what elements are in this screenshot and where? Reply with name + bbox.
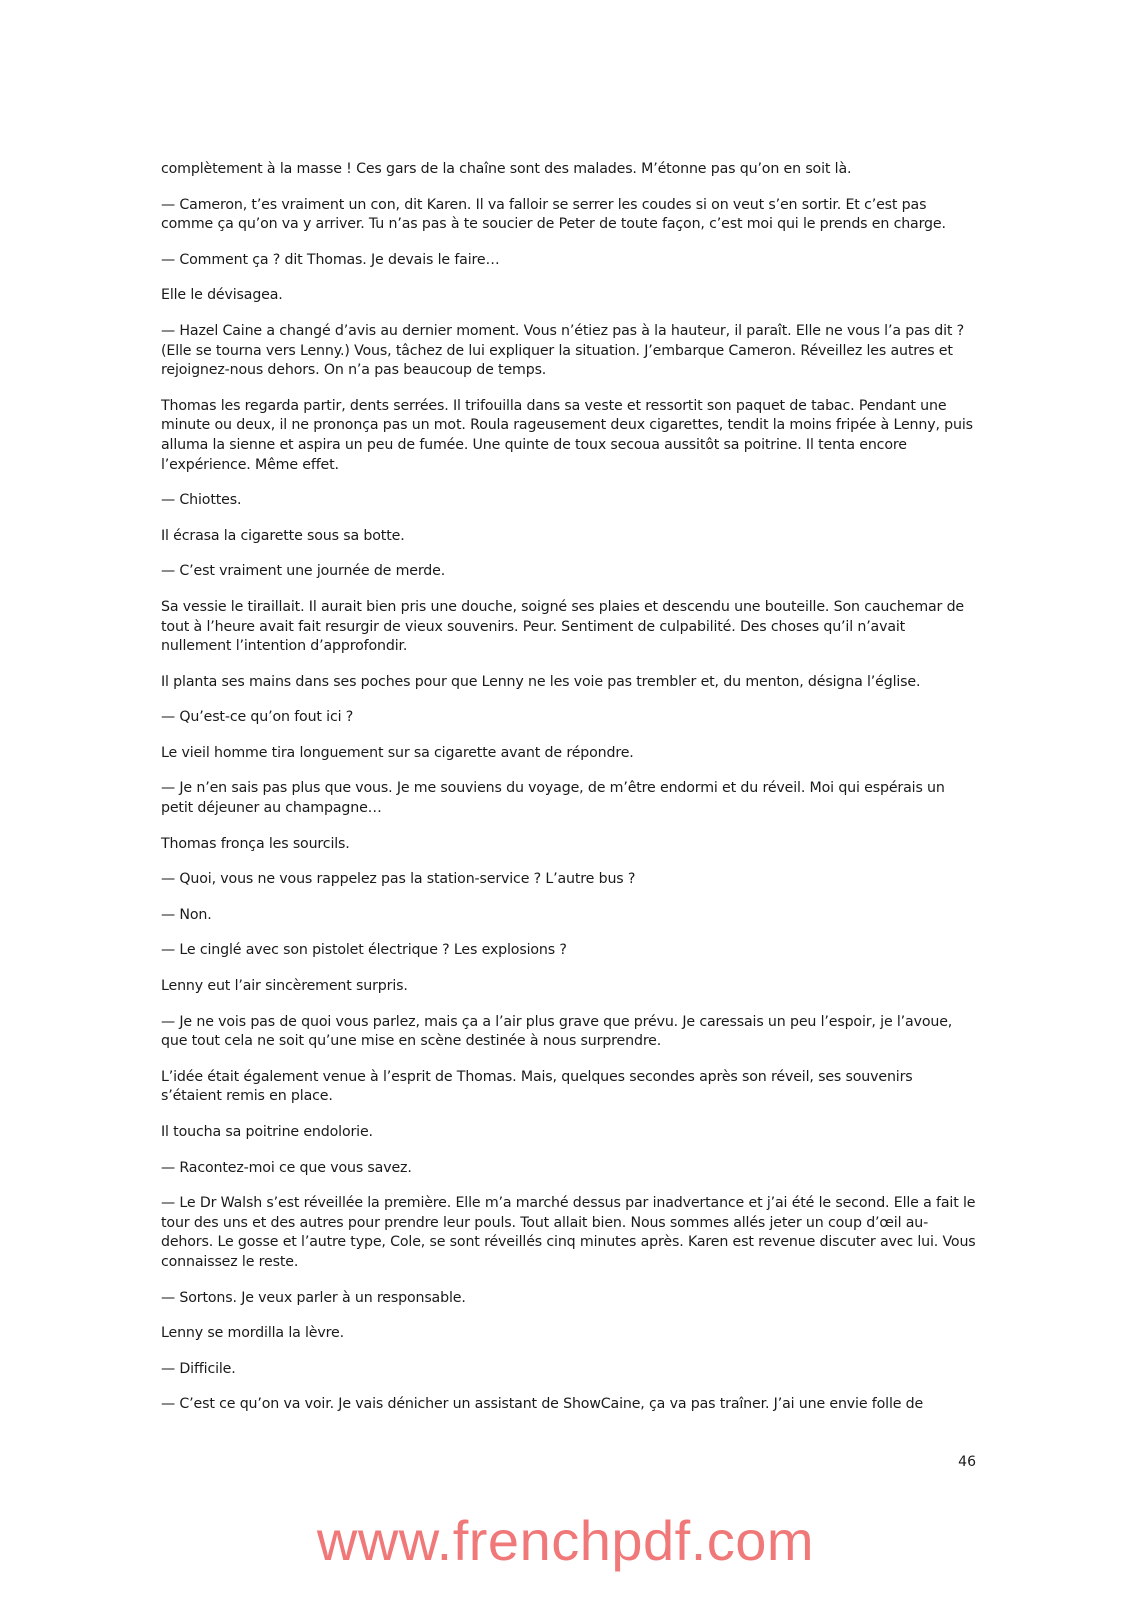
watermark: www.frenchpdf.com	[316, 1509, 815, 1572]
paragraph: Lenny eut l’air sincèrement surpris.	[161, 978, 408, 995]
paragraph: — Le cinglé avec son pistolet électrique ? Les explosions ?	[161, 942, 567, 959]
paragraph: — Difficile.	[161, 1360, 236, 1377]
paragraph: Sa vessie le tiraillait. Il aurait bien pris une douche, soigné ses plaies et descendu une bouteille. Son cauchemar de tout à l’heure avait fait resurgir de vieux souvenirs. Peur. Sentiment de culpabilité. Des choses qu’il n’avait nullement l’intention d’approfondir.	[161, 598, 965, 655]
paragraph: — C’est vraiment une journée de merde.	[161, 563, 446, 580]
paragraph: Thomas les regarda partir, dents serrées. Il trifouilla dans sa veste et ressortit son paquet de tabac. Pendant une minute ou deux, il ne prononça pas un mot. Roula rageusement deux cigarettes, tendit la moins fripée à Lenny, puis alluma la sienne et aspira un peu de fumée. Une quinte de toux secoua aussitôt sa poitrine. Il tenta encore l’expérience. Même effet.	[161, 397, 973, 473]
paragraph: — C’est ce qu’on va voir. Je vais dénicher un assistant de ShowCaine, ça va pas traîner. J’ai une envie folle de	[161, 1396, 924, 1413]
paragraph: Elle le dévisagea.	[161, 287, 283, 304]
paragraph: Thomas fronça les sourcils.	[161, 835, 350, 852]
page-number: 46	[958, 1454, 976, 1470]
paragraph: — Quoi, vous ne vous rappelez pas la station-service ? L’autre bus ?	[161, 871, 636, 888]
paragraph: Il planta ses mains dans ses poches pour que Lenny ne les voie pas trembler et, du menton, désigna l’église.	[161, 673, 921, 690]
paragraph: — Racontez-moi ce que vous savez.	[161, 1159, 412, 1176]
paragraph: — Je ne vois pas de quoi vous parlez, mais ça a l’air plus grave que prévu. Je caressais un peu l’espoir, je l’avoue, que tout cela ne soit qu’une mise en scène destinée à nous surprendre.	[161, 1013, 953, 1050]
paragraph: — Cameron, t’es vraiment un con, dit Karen. Il va falloir se serrer les coudes si on veut s’en sortir. Et c’est pas comme ça qu’on va y arriver. Tu n’as pas à te soucier de Peter de toute façon, c’est moi qui le prends en charge.	[161, 196, 946, 233]
paragraph: — Le Dr Walsh s’est réveillée la première. Elle m’a marché dessus par inadvertance et j’ai été le second. Elle a fait le tour des uns et des autres pour prendre leur pouls. Tout allait bien. Nous sommes allés jeter un coup d’œil au-dehors. Le gosse et l’autre type, Cole, se sont réveillés cinq minutes après. Karen est revenue discuter avec lui. Vous connaissez le reste.	[161, 1195, 976, 1270]
paragraph: — Je n’en sais pas plus que vous. Je me souviens du voyage, de m’être endormi et du réveil. Moi qui espérais un petit déjeuner au champagne…	[161, 780, 945, 817]
paragraph: — Non.	[161, 906, 212, 923]
paragraph: — Sortons. Je veux parler à un responsable.	[161, 1289, 466, 1306]
paragraph: Il écrasa la cigarette sous sa botte.	[161, 527, 405, 544]
paragraph: L’idée était également venue à l’esprit de Thomas. Mais, quelques secondes après son réveil, ses souvenirs s’étaient remis en place.	[161, 1068, 913, 1105]
paragraph: — Comment ça ? dit Thomas. Je devais le faire…	[161, 251, 500, 268]
paragraph: Lenny se mordilla la lèvre.	[161, 1325, 344, 1342]
paragraph: Le vieil homme tira longuement sur sa cigarette avant de répondre.	[161, 744, 634, 761]
paragraph: complètement à la masse ! Ces gars de la chaîne sont des malades. M’étonne pas qu’on en soit là.	[161, 161, 852, 177]
paragraph: Il toucha sa poitrine endolorie.	[161, 1124, 373, 1140]
page-body	[161, 160, 976, 1431]
paragraph: — Chiottes.	[161, 492, 242, 509]
paragraph: — Qu’est-ce qu’on fout ici ?	[161, 709, 354, 726]
paragraph: — Hazel Caine a changé d’avis au dernier moment. Vous n’étiez pas à la hauteur, il paraît. Elle ne vous l’a pas dit ? (Elle se tourna vers Lenny.) Vous, tâchez de lui expliquer la situation. J’embarque Cameron. Réveillez les autres et rejoignez-nous dehors. On n’a pas beaucoup de temps.	[161, 322, 965, 379]
